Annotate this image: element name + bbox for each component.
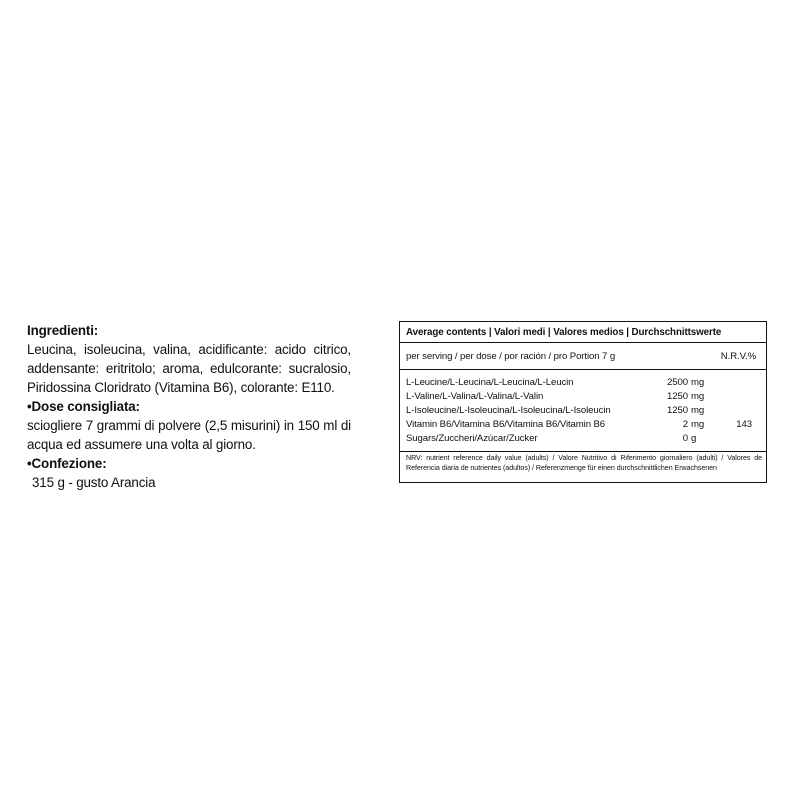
nutrition-table-header: Average contents | Valori medi | Valores medios | Durchschnittswerte (406, 327, 722, 338)
nutrient-amount (633, 432, 713, 445)
nutrition-row (406, 390, 760, 404)
divider (400, 369, 766, 370)
nutrient-amount-value: 1250 (667, 405, 688, 416)
nutrition-rows (406, 376, 760, 446)
nutrient-amount-unit: mg (691, 419, 705, 430)
nutrition-row (406, 404, 760, 418)
nutrient-name: Sugars/Zuccheri/Azúcar/Zucker (406, 433, 538, 444)
nutrient-amount (633, 376, 713, 389)
dose-heading: •Dose consigliata: (27, 399, 140, 414)
dose-section (27, 397, 351, 454)
ingredients-section (27, 321, 351, 397)
dose-text: sciogliere 7 grammi di polvere (2,5 misurini) in 150 ml di acqua ed assumere una volta al giorno. (27, 418, 351, 452)
nutrient-amount-value: 2500 (667, 377, 688, 388)
nutrient-amount-unit: mg (691, 391, 705, 402)
nutrient-amount-value: 0 (682, 433, 688, 444)
nutrient-amount (633, 418, 713, 431)
nutrient-amount-unit: mg (691, 377, 705, 388)
nutrient-amount-unit: g (691, 433, 697, 444)
nutrient-amount-unit: mg (691, 405, 705, 416)
ingredients-heading: Ingredienti: (27, 323, 99, 338)
nutrition-row (406, 432, 760, 446)
nutrient-name: L-Valine/L-Valina/L-Valina/L-Valin (406, 391, 544, 402)
serving-row (406, 350, 760, 363)
nutrient-name: L-Isoleucine/L-Isoleucina/L-Isoleucina/L-Isoleucin (406, 405, 611, 416)
nrv-footnote: NRV: nutrient reference daily value (adults) / Valore Nutritivo di Riferimento giornaliero (adulti) / Valores de Referencia diaria de nutrientes (adultos) / Referenzmenge für einen durchschnittlichen Erwachsenen (406, 454, 762, 472)
nutrient-name: Vitamin B6/Vitamina B6/Vitamina B6/Vitamin B6 (406, 419, 606, 430)
nutrient-amount (633, 404, 713, 417)
package-heading: •Confezione: (27, 456, 107, 471)
nutrient-amount-value: 2 (682, 419, 688, 430)
package-section (27, 454, 351, 492)
nutrient-nrv: 143 (736, 419, 752, 430)
nutrition-row (406, 376, 760, 390)
nrv-column-header: N.R.V.% (720, 351, 756, 362)
nutrient-amount (633, 390, 713, 403)
divider (400, 342, 766, 343)
package-text: 315 g - gusto Arancia (32, 475, 156, 490)
nutrition-table (399, 321, 767, 483)
divider (400, 451, 766, 452)
nutrient-name: L-Leucine/L-Leucina/L-Leucina/L-Leucin (406, 377, 574, 388)
product-label-text (27, 321, 351, 492)
ingredients-text: Leucina, isoleucina, valina, acidificante: acido citrico, addensante: eritritolo; aroma, edulcorante: sucralosio, Piridossina Cloridrato (Vitamina B6), colorante: E110. (27, 342, 351, 395)
serving-size-label: per serving / per dose / por ración / pro Portion 7 g (406, 351, 616, 362)
nutrient-amount-value: 1250 (667, 391, 688, 402)
nutrition-row (406, 418, 760, 432)
